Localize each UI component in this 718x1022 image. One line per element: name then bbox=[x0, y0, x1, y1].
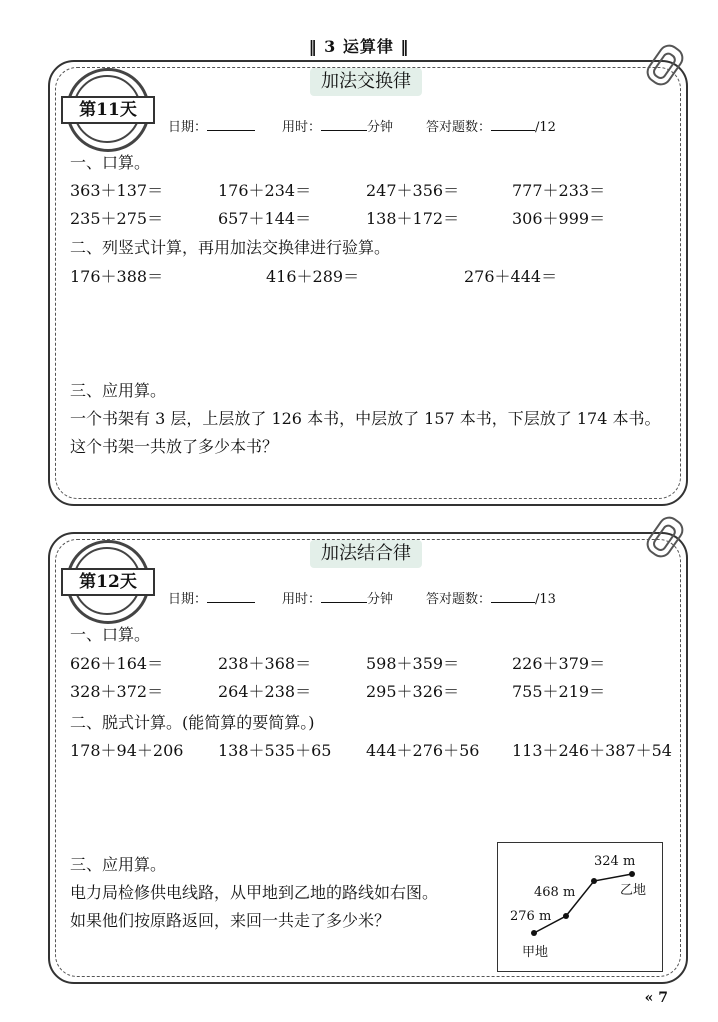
oral-question: 138＋172＝ bbox=[366, 209, 460, 228]
day11-score bbox=[426, 116, 556, 135]
day12-badge-label: 第12天 bbox=[61, 568, 155, 596]
date-label: 日期： bbox=[168, 592, 208, 607]
day12-time bbox=[282, 588, 393, 607]
day11-section1-heading: 一、口算。 bbox=[70, 153, 151, 172]
oral-question: 363＋137＝ bbox=[70, 181, 164, 200]
calc-question: 178＋94＋206 bbox=[70, 741, 184, 760]
calc-question: 138＋535＋65 bbox=[218, 741, 332, 760]
route-point bbox=[629, 871, 635, 877]
time-blank[interactable] bbox=[321, 590, 367, 603]
vertical-question: 416＋289＝ bbox=[266, 267, 360, 286]
vertical-question: 176＋388＝ bbox=[70, 267, 164, 286]
day12-score bbox=[426, 588, 556, 607]
oral-question: 295＋326＝ bbox=[366, 682, 460, 701]
calc-question: 444＋276＋56 bbox=[366, 741, 480, 760]
oral-question: 235＋275＝ bbox=[70, 209, 164, 228]
oral-question: 657＋144＝ bbox=[218, 209, 312, 228]
day12-problem-line1: 电力局检修供电线路，从甲地到乙地的路线如右图。 bbox=[70, 883, 439, 902]
oral-question: 777＋233＝ bbox=[512, 181, 606, 200]
day12-section2-heading: 二、脱式计算。(能简算的要简算。) bbox=[70, 713, 315, 732]
oral-question: 238＋368＝ bbox=[218, 654, 312, 673]
end-point-label: 乙地 bbox=[620, 883, 647, 898]
route-line bbox=[534, 874, 632, 933]
score-total: /12 bbox=[535, 120, 556, 135]
segment-label-276: 276 m bbox=[510, 909, 552, 924]
day12-date bbox=[168, 588, 255, 607]
time-label: 用时： bbox=[282, 592, 322, 607]
oral-question: 247＋356＝ bbox=[366, 181, 460, 200]
day11-section3-heading: 三、应用算。 bbox=[70, 381, 167, 400]
route-point bbox=[591, 878, 597, 884]
oral-question: 328＋372＝ bbox=[70, 682, 164, 701]
day11-problem-line2: 这个书架一共放了多少本书？ bbox=[70, 437, 279, 456]
route-point bbox=[563, 913, 569, 919]
day11-badge-label: 第11天 bbox=[61, 96, 155, 124]
oral-question: 176＋234＝ bbox=[218, 181, 312, 200]
day12-problem-line2: 如果他们按原路返回，来回一共走了多少米？ bbox=[70, 911, 391, 930]
segment-label-468: 468 m bbox=[534, 885, 576, 900]
oral-question: 626＋164＝ bbox=[70, 654, 164, 673]
day11-section2-heading: 二、列竖式计算，再用加法交换律进行验算。 bbox=[70, 238, 391, 257]
date-blank[interactable] bbox=[207, 118, 255, 131]
page-number: « 7 bbox=[644, 990, 668, 1006]
day11-badge bbox=[66, 68, 150, 152]
date-blank[interactable] bbox=[207, 590, 255, 603]
route-point bbox=[531, 930, 537, 936]
score-label: 答对题数： bbox=[426, 592, 492, 607]
oral-question: 755＋219＝ bbox=[512, 682, 606, 701]
calc-question: 113＋246＋387＋54 bbox=[512, 741, 672, 760]
day12-section3-heading: 三、应用算。 bbox=[70, 855, 167, 874]
day12-badge bbox=[66, 540, 150, 624]
oral-question: 598＋359＝ bbox=[366, 654, 460, 673]
oral-question: 226＋379＝ bbox=[512, 654, 606, 673]
day12-title: 加法结合律 bbox=[310, 540, 422, 568]
day11-title: 加法交换律 bbox=[310, 68, 422, 96]
score-blank[interactable] bbox=[491, 590, 535, 603]
date-label: 日期： bbox=[168, 120, 208, 135]
score-blank[interactable] bbox=[491, 118, 535, 131]
start-point-label: 甲地 bbox=[522, 945, 549, 960]
time-unit: 分钟 bbox=[367, 120, 394, 135]
day12-section1-heading: 一、口算。 bbox=[70, 625, 151, 644]
day11-time bbox=[282, 116, 393, 135]
score-label: 答对题数： bbox=[426, 120, 492, 135]
vertical-question: 276＋444＝ bbox=[464, 267, 558, 286]
segment-label-324: 324 m bbox=[594, 854, 636, 869]
day11-problem-line1: 一个书架有 3 层，上层放了 126 本书，中层放了 157 本书，下层放了 174 本书。 bbox=[70, 409, 661, 428]
score-total: /13 bbox=[535, 592, 556, 607]
time-label: 用时： bbox=[282, 120, 322, 135]
day11-date bbox=[168, 116, 255, 135]
route-map bbox=[497, 842, 663, 972]
oral-question: 306＋999＝ bbox=[512, 209, 606, 228]
time-unit: 分钟 bbox=[367, 592, 394, 607]
chapter-header: ‖ 3 运算律 ‖ bbox=[308, 37, 410, 56]
oral-question: 264＋238＝ bbox=[218, 682, 312, 701]
time-blank[interactable] bbox=[321, 118, 367, 131]
